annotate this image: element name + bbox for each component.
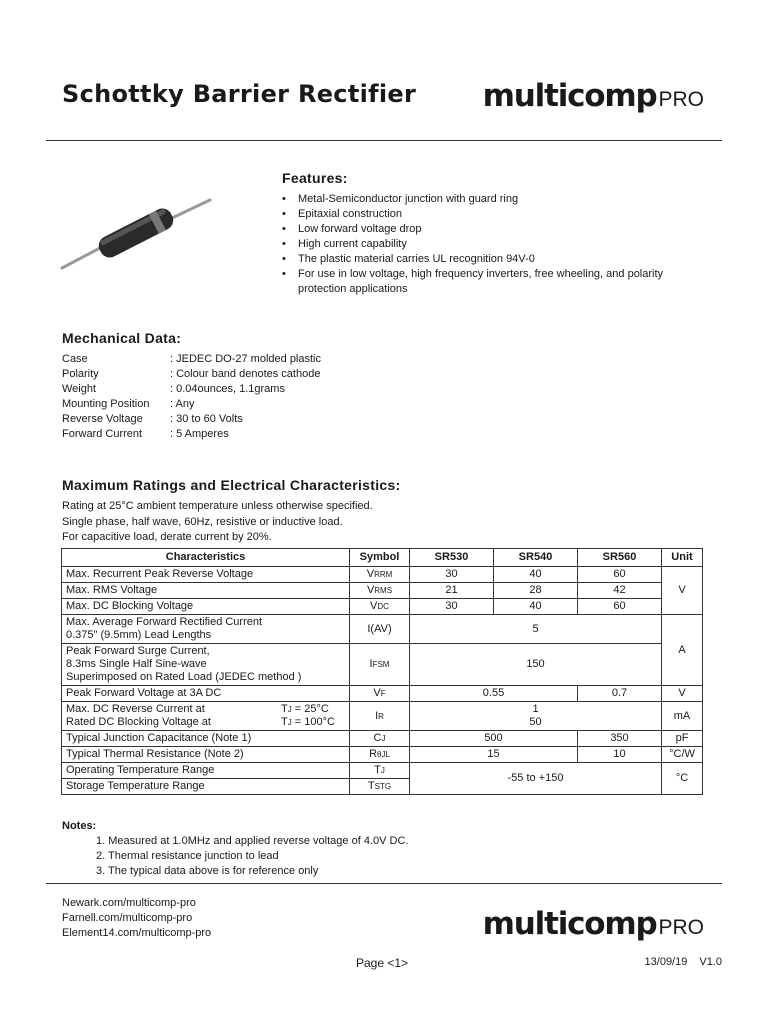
footer-divider <box>46 883 722 884</box>
footer-link[interactable]: Newark.com/multicomp-pro <box>62 897 196 909</box>
table-row <box>62 599 703 615</box>
mech-value: : 5 Amperes <box>170 428 229 440</box>
list-item: • Epitaxial construction <box>282 207 712 222</box>
characteristic-cell <box>62 615 350 644</box>
symbol-cell <box>350 686 410 702</box>
value-cell: 10 <box>578 747 662 763</box>
table-row <box>62 583 703 599</box>
note-item: 1. Measured at 1.0MHz and applied reverse voltage of 4.0V DC. <box>96 835 409 847</box>
mech-value: : Any <box>170 398 195 410</box>
table-row <box>62 367 321 382</box>
intro-line: For capacitive load, derate current by 20%. <box>62 531 272 543</box>
symbol-cell <box>350 583 410 599</box>
char-line: 8.3ms Single Half Sine-wave <box>66 658 207 670</box>
table-row <box>62 702 703 731</box>
char-text: Max. DC Reverse Current at <box>66 703 205 715</box>
condition <box>281 703 345 716</box>
characteristic-cell: Operating Temperature Range <box>62 763 350 779</box>
header-divider <box>46 140 722 141</box>
table-row <box>62 427 321 442</box>
cond-val: = 25°C <box>291 703 329 715</box>
table-row <box>62 686 703 702</box>
symbol-sub: F <box>380 689 386 698</box>
symbol-main: V <box>366 584 375 596</box>
symbol-main: V <box>373 687 381 699</box>
note-item: 3. The typical data above is for reference only <box>96 865 319 877</box>
ratings-intro <box>62 499 373 546</box>
char-line: 0.375" (9.5mm) Lead Lengths <box>66 629 212 641</box>
table-row <box>62 763 703 779</box>
symbol-main: I <box>375 709 379 722</box>
value-cell: 150 <box>410 644 662 686</box>
page-title: Schottky Barrier Rectifier <box>62 80 417 108</box>
table-row <box>62 615 703 644</box>
brand-logo <box>483 78 704 114</box>
list-item: • High current capability <box>282 237 712 252</box>
symbol-main: V <box>370 600 378 612</box>
note-item: 2. Thermal resistance junction to lead <box>96 850 279 862</box>
char-line: Superimposed on Rated Load (JEDEC method ) <box>66 671 302 683</box>
intro-line: Rating at 25°C ambient temperature unless otherwise specified. <box>62 500 373 512</box>
column-header: SR560 <box>578 549 662 567</box>
char-line: Max. Average Forward Rectified Current <box>66 616 263 628</box>
table-row <box>62 644 703 686</box>
mech-value: : 30 to 60 Volts <box>170 413 243 425</box>
value-cell: 42 <box>578 583 662 599</box>
cond-sub: J <box>287 718 292 727</box>
cond-main: T <box>281 716 288 728</box>
characteristic-cell: Storage Temperature Range <box>62 779 350 795</box>
mech-key: Polarity <box>62 368 99 380</box>
characteristic-cell: Max. Recurrent Peak Reverse Voltage <box>62 567 350 583</box>
symbol-cell <box>350 747 410 763</box>
unit-cell: A <box>662 615 703 686</box>
symbol-sub: J <box>380 766 385 775</box>
symbol-cell <box>350 644 410 686</box>
list-item: • Low forward voltage drop <box>282 222 712 237</box>
symbol-main: T <box>374 764 381 776</box>
characteristics-table <box>61 548 703 795</box>
mech-key: Case <box>62 353 88 365</box>
value-cell <box>410 702 662 731</box>
unit-cell: °C/W <box>662 747 703 763</box>
column-header: SR530 <box>410 549 494 567</box>
footer-date-version <box>645 956 722 968</box>
symbol-sub: R <box>378 711 384 721</box>
mech-key: Forward Current <box>62 428 143 440</box>
notes-heading: Notes: <box>62 820 97 832</box>
value-cell: 30 <box>410 599 494 615</box>
value-cell: 500 <box>410 731 578 747</box>
ratings-heading: Maximum Ratings and Electrical Characteristics: <box>62 477 401 493</box>
mech-key: Weight <box>62 383 97 395</box>
mech-value: : JEDEC DO-27 molded plastic <box>170 353 321 365</box>
char-line: Peak Forward Surge Current, <box>66 645 210 657</box>
table-row <box>62 731 703 747</box>
date-text: 13/09/19 <box>644 956 688 968</box>
unit-cell: V <box>662 567 703 615</box>
value-cell: 0.55 <box>410 686 578 702</box>
symbol-sub: STG <box>374 782 392 791</box>
characteristic-cell <box>62 702 350 731</box>
symbol-sub: J <box>381 734 386 743</box>
table-row <box>62 397 321 412</box>
value-cell: 350 <box>578 731 662 747</box>
column-header: Symbol <box>350 549 410 567</box>
unit-cell: V <box>662 686 703 702</box>
value-cell: -55 to +150 <box>410 763 662 795</box>
characteristic-cell <box>62 644 350 686</box>
cond-sub: J <box>287 705 292 714</box>
features-heading: Features: <box>282 170 348 186</box>
symbol-sub: FSM <box>372 660 390 669</box>
symbol-cell: I(AV) <box>350 615 410 644</box>
table-row <box>62 412 321 427</box>
table-header-row <box>62 549 703 567</box>
logo-text: multicomp <box>482 78 657 114</box>
symbol-cell <box>350 763 410 779</box>
char-text: Rated DC Blocking Voltage at <box>66 716 211 728</box>
char-line <box>66 703 345 716</box>
unit-cell: mA <box>662 702 703 731</box>
value-cell: 30 <box>410 567 494 583</box>
symbol-sub: RMS <box>374 586 393 595</box>
footer-links <box>62 896 211 941</box>
unit-cell: °C <box>662 763 703 795</box>
footer-link[interactable]: Element14.com/multicomp-pro <box>62 927 212 939</box>
column-header: Characteristics <box>62 549 350 567</box>
condition <box>281 716 345 729</box>
symbol-main: V <box>366 568 375 580</box>
symbol-cell <box>350 567 410 583</box>
footer-link[interactable]: Farnell.com/multicomp-pro <box>62 912 193 924</box>
cond-val: = 100°C <box>291 716 335 728</box>
symbol-main: T <box>367 780 375 792</box>
symbol-sub: θJL <box>377 750 390 759</box>
value-cell: 40 <box>494 599 578 615</box>
table-row <box>62 747 703 763</box>
table-row <box>62 567 703 583</box>
value-cell: 60 <box>578 599 662 615</box>
symbol-main: C <box>373 732 382 744</box>
value-cell: 5 <box>410 615 662 644</box>
value-cell: 40 <box>494 567 578 583</box>
logo-pro-suffix: PRO <box>658 916 704 939</box>
mech-value: : Colour band denotes cathode <box>170 368 321 380</box>
value-cell: 15 <box>410 747 578 763</box>
value-line: 50 <box>529 716 542 728</box>
characteristic-cell: Peak Forward Voltage at 3A DC <box>62 686 350 702</box>
symbol-cell <box>350 599 410 615</box>
column-header: Unit <box>662 549 703 567</box>
list-item: • The plastic material carries UL recognition 94V-0 <box>282 252 712 267</box>
symbol-sub: DC <box>377 602 389 611</box>
characteristic-cell: Max. RMS Voltage <box>62 583 350 599</box>
characteristic-cell: Max. DC Blocking Voltage <box>62 599 350 615</box>
unit-cell: pF <box>662 731 703 747</box>
version-text: V1.0 <box>699 956 722 968</box>
char-line <box>66 716 345 729</box>
features-list <box>282 192 712 297</box>
value-cell: 0.7 <box>578 686 662 702</box>
symbol-sub: RRM <box>374 570 393 579</box>
diode-component-image <box>60 190 220 280</box>
column-header: SR540 <box>494 549 578 567</box>
page-number: Page <1> <box>356 956 409 970</box>
list-item: • For use in low voltage, high frequency inverters, free wheeling, and polarity protection applications <box>282 267 712 297</box>
logo-text: multicomp <box>482 906 657 942</box>
mech-key: Reverse Voltage <box>62 413 143 425</box>
symbol-cell <box>350 779 410 795</box>
mechanical-heading: Mechanical Data: <box>62 330 182 346</box>
mechanical-table <box>62 352 321 442</box>
symbol-main: I <box>369 658 373 670</box>
logo-pro-suffix: PRO <box>658 88 704 111</box>
value-cell: 21 <box>410 583 494 599</box>
value-cell: 60 <box>578 567 662 583</box>
footer-brand-logo <box>483 906 704 942</box>
characteristic-cell: Typical Junction Capacitance (Note 1) <box>62 731 350 747</box>
mech-value: : 0.04ounces, 1.1grams <box>170 383 285 395</box>
intro-line: Single phase, half wave, 60Hz, resistive or inductive load. <box>62 515 343 528</box>
notes-list <box>96 834 408 879</box>
table-row <box>62 352 321 367</box>
value-line: 1 <box>532 703 539 715</box>
symbol-cell <box>350 731 410 747</box>
table-row <box>62 382 321 397</box>
list-item: • Metal-Semiconductor junction with guard ring <box>282 192 712 207</box>
value-cell: 28 <box>494 583 578 599</box>
mech-key: Mounting Position <box>62 398 150 410</box>
characteristic-cell: Typical Thermal Resistance (Note 2) <box>62 747 350 763</box>
cond-main: T <box>281 703 288 715</box>
symbol-main: R <box>369 748 378 760</box>
symbol-cell <box>350 702 410 731</box>
